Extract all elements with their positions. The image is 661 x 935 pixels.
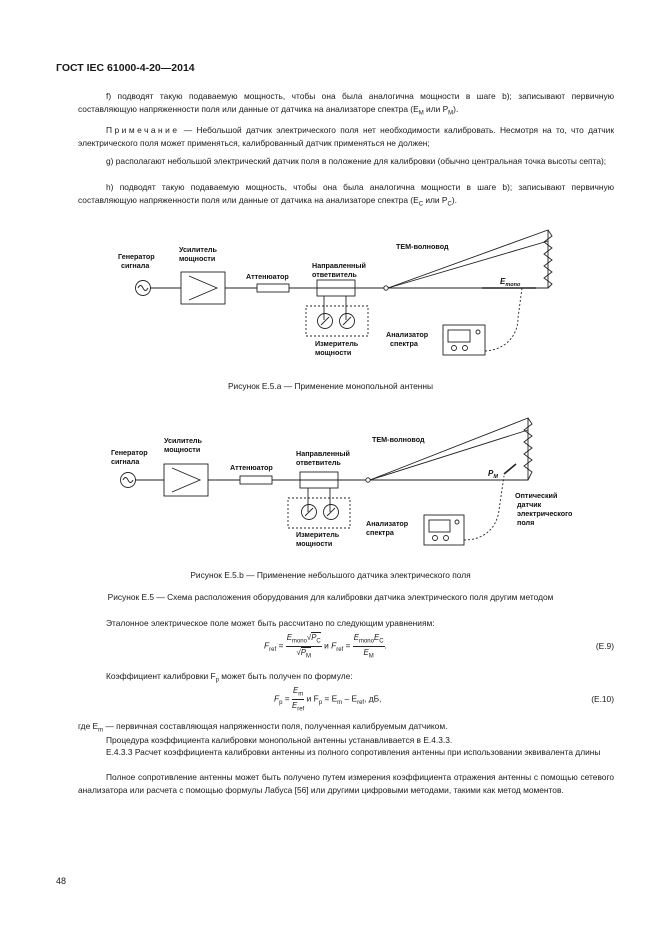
paragraph-h: h) подводят такую подаваемую мощность, чтобы она была аналогична мощности в шаге b); записывают первичную составляющую напряженности поля или данные от датчика на анализаторе спектра ($E_C$ или $P_C$). xyxy=(78,182,614,208)
note-paragraph: Примечание — Небольшой датчик электрического поля нет необходимости калибровать. Несмотря на то, что датчик электрического поля может применяться, калиброванный датчик применяться не должен; xyxy=(78,125,614,148)
svg-text:электрического: электрического xyxy=(517,509,573,518)
eq9-intro: Эталонное электрическое поле может быть рассчитано по следующим уравнениям: xyxy=(106,618,435,628)
svg-text:ответвитель: ответвитель xyxy=(296,458,341,467)
eq9-number: (E.9) xyxy=(595,641,614,651)
svg-text:TEM-волновод: TEM-волновод xyxy=(372,435,425,444)
svg-text:Анализатор: Анализатор xyxy=(386,330,429,339)
svg-text:Измеритель: Измеритель xyxy=(315,339,359,348)
svg-text:Аттенюатор: Аттенюатор xyxy=(230,463,273,472)
svg-text:Генератор: Генератор xyxy=(118,252,155,261)
svg-text:ответвитель: ответвитель xyxy=(312,270,357,279)
equation-e10: $F_p$ = $E_m$ $E_{ref}$ и $F_p = E_m - E_{ref}$, дБ, (E.10) xyxy=(274,686,614,713)
svg-text:Анализатор: Анализатор xyxy=(366,519,409,528)
svg-text:мощности: мощности xyxy=(296,539,333,548)
where-clause: где $E_m$ — первичная составляющая напряженности поля, полученная калибруемым датчиком. xyxy=(78,721,448,734)
svg-text:Emono: $E_{mono}$ xyxy=(500,277,521,288)
page-number: 48 xyxy=(56,876,67,886)
equation-e9: $F_{ref}$ = $E_{mono}√P_C$ $√P_M$ и $F_{ref}$ = $E_{mono}E_C$ $E_M$ . (E.9) xyxy=(264,633,614,660)
svg-text:спектра: спектра xyxy=(366,528,394,537)
svg-text:Усилитель: Усилитель xyxy=(179,245,217,254)
paragraph-impedance: Полное сопротивление антенны может быть получено путем измерения коэффициента отражения антенны с помощью сетевого анализатора или расчета с помощью формулы Лабуса [56] или другими цифровыми методами, такими как метод моментов. xyxy=(78,772,614,795)
paragraph-g: g) располагают небольшой электрический датчик поля в положение для калибровки (обычно центральная точка высоты септа); xyxy=(106,156,607,166)
paragraph-e433: E.4.3.3 Расчет коэффициента калибровки антенны из полного сопротивления антенны при использовании эквивалента длины xyxy=(106,747,601,757)
svg-text:спектра: спектра xyxy=(390,339,418,348)
svg-text:датчик: датчик xyxy=(517,500,542,509)
paragraph-f: f) подводят такую подаваемую мощность, чтобы она была аналогична мощности в шаге b); записывают первичную составляющую напряженности поля или данные от датчика на анализаторе спектра ($E_M$ или $P_M$). xyxy=(78,91,614,117)
document-header: ГОСТ IEC 61000-4-20—2014 xyxy=(56,62,195,74)
paragraph-procedure: Процедура коэффициента калибровки монопольной антенны устанавливается в E.4.3.3. xyxy=(106,735,453,745)
eq10-number: (E.10) xyxy=(591,694,614,704)
figure-e5a-caption: Рисунок E.5.a — Применение монопольной антенны xyxy=(227,381,434,391)
svg-text:Измеритель: Измеритель xyxy=(296,530,340,539)
svg-text:TEM-волновод: TEM-волновод xyxy=(396,242,449,251)
figure-e5b-diagram xyxy=(0,400,661,560)
note-label: Примечание xyxy=(106,125,180,135)
svg-text:Генератор: Генератор xyxy=(111,448,148,457)
svg-text:сигнала: сигнала xyxy=(121,261,150,270)
svg-text:мощности: мощности xyxy=(315,348,352,357)
svg-text:Оптический: Оптический xyxy=(515,491,558,500)
svg-text:мощности: мощности xyxy=(164,445,201,454)
svg-text:PM: $P_M$ xyxy=(488,469,498,480)
svg-text:Направленный: Направленный xyxy=(296,449,350,458)
svg-text:поля: поля xyxy=(517,518,535,527)
eq10-intro: Коэффициент калибровки $F_p$ может быть получен по формуле: xyxy=(106,671,353,684)
svg-text:сигнала: сигнала xyxy=(111,457,140,466)
svg-text:Аттенюатор: Аттенюатор xyxy=(246,272,289,281)
svg-text:Направленный: Направленный xyxy=(312,261,366,270)
figure-e5-caption: Рисунок E.5 — Схема расположения оборудования для калибровки датчика электрического поля другим методом xyxy=(107,592,554,602)
svg-text:мощности: мощности xyxy=(179,254,216,263)
svg-text:Усилитель: Усилитель xyxy=(164,436,202,445)
figure-e5b-caption: Рисунок E.5.b — Применение небольшого датчика электрического поля xyxy=(190,570,471,580)
figure-e5a-diagram xyxy=(0,228,661,368)
